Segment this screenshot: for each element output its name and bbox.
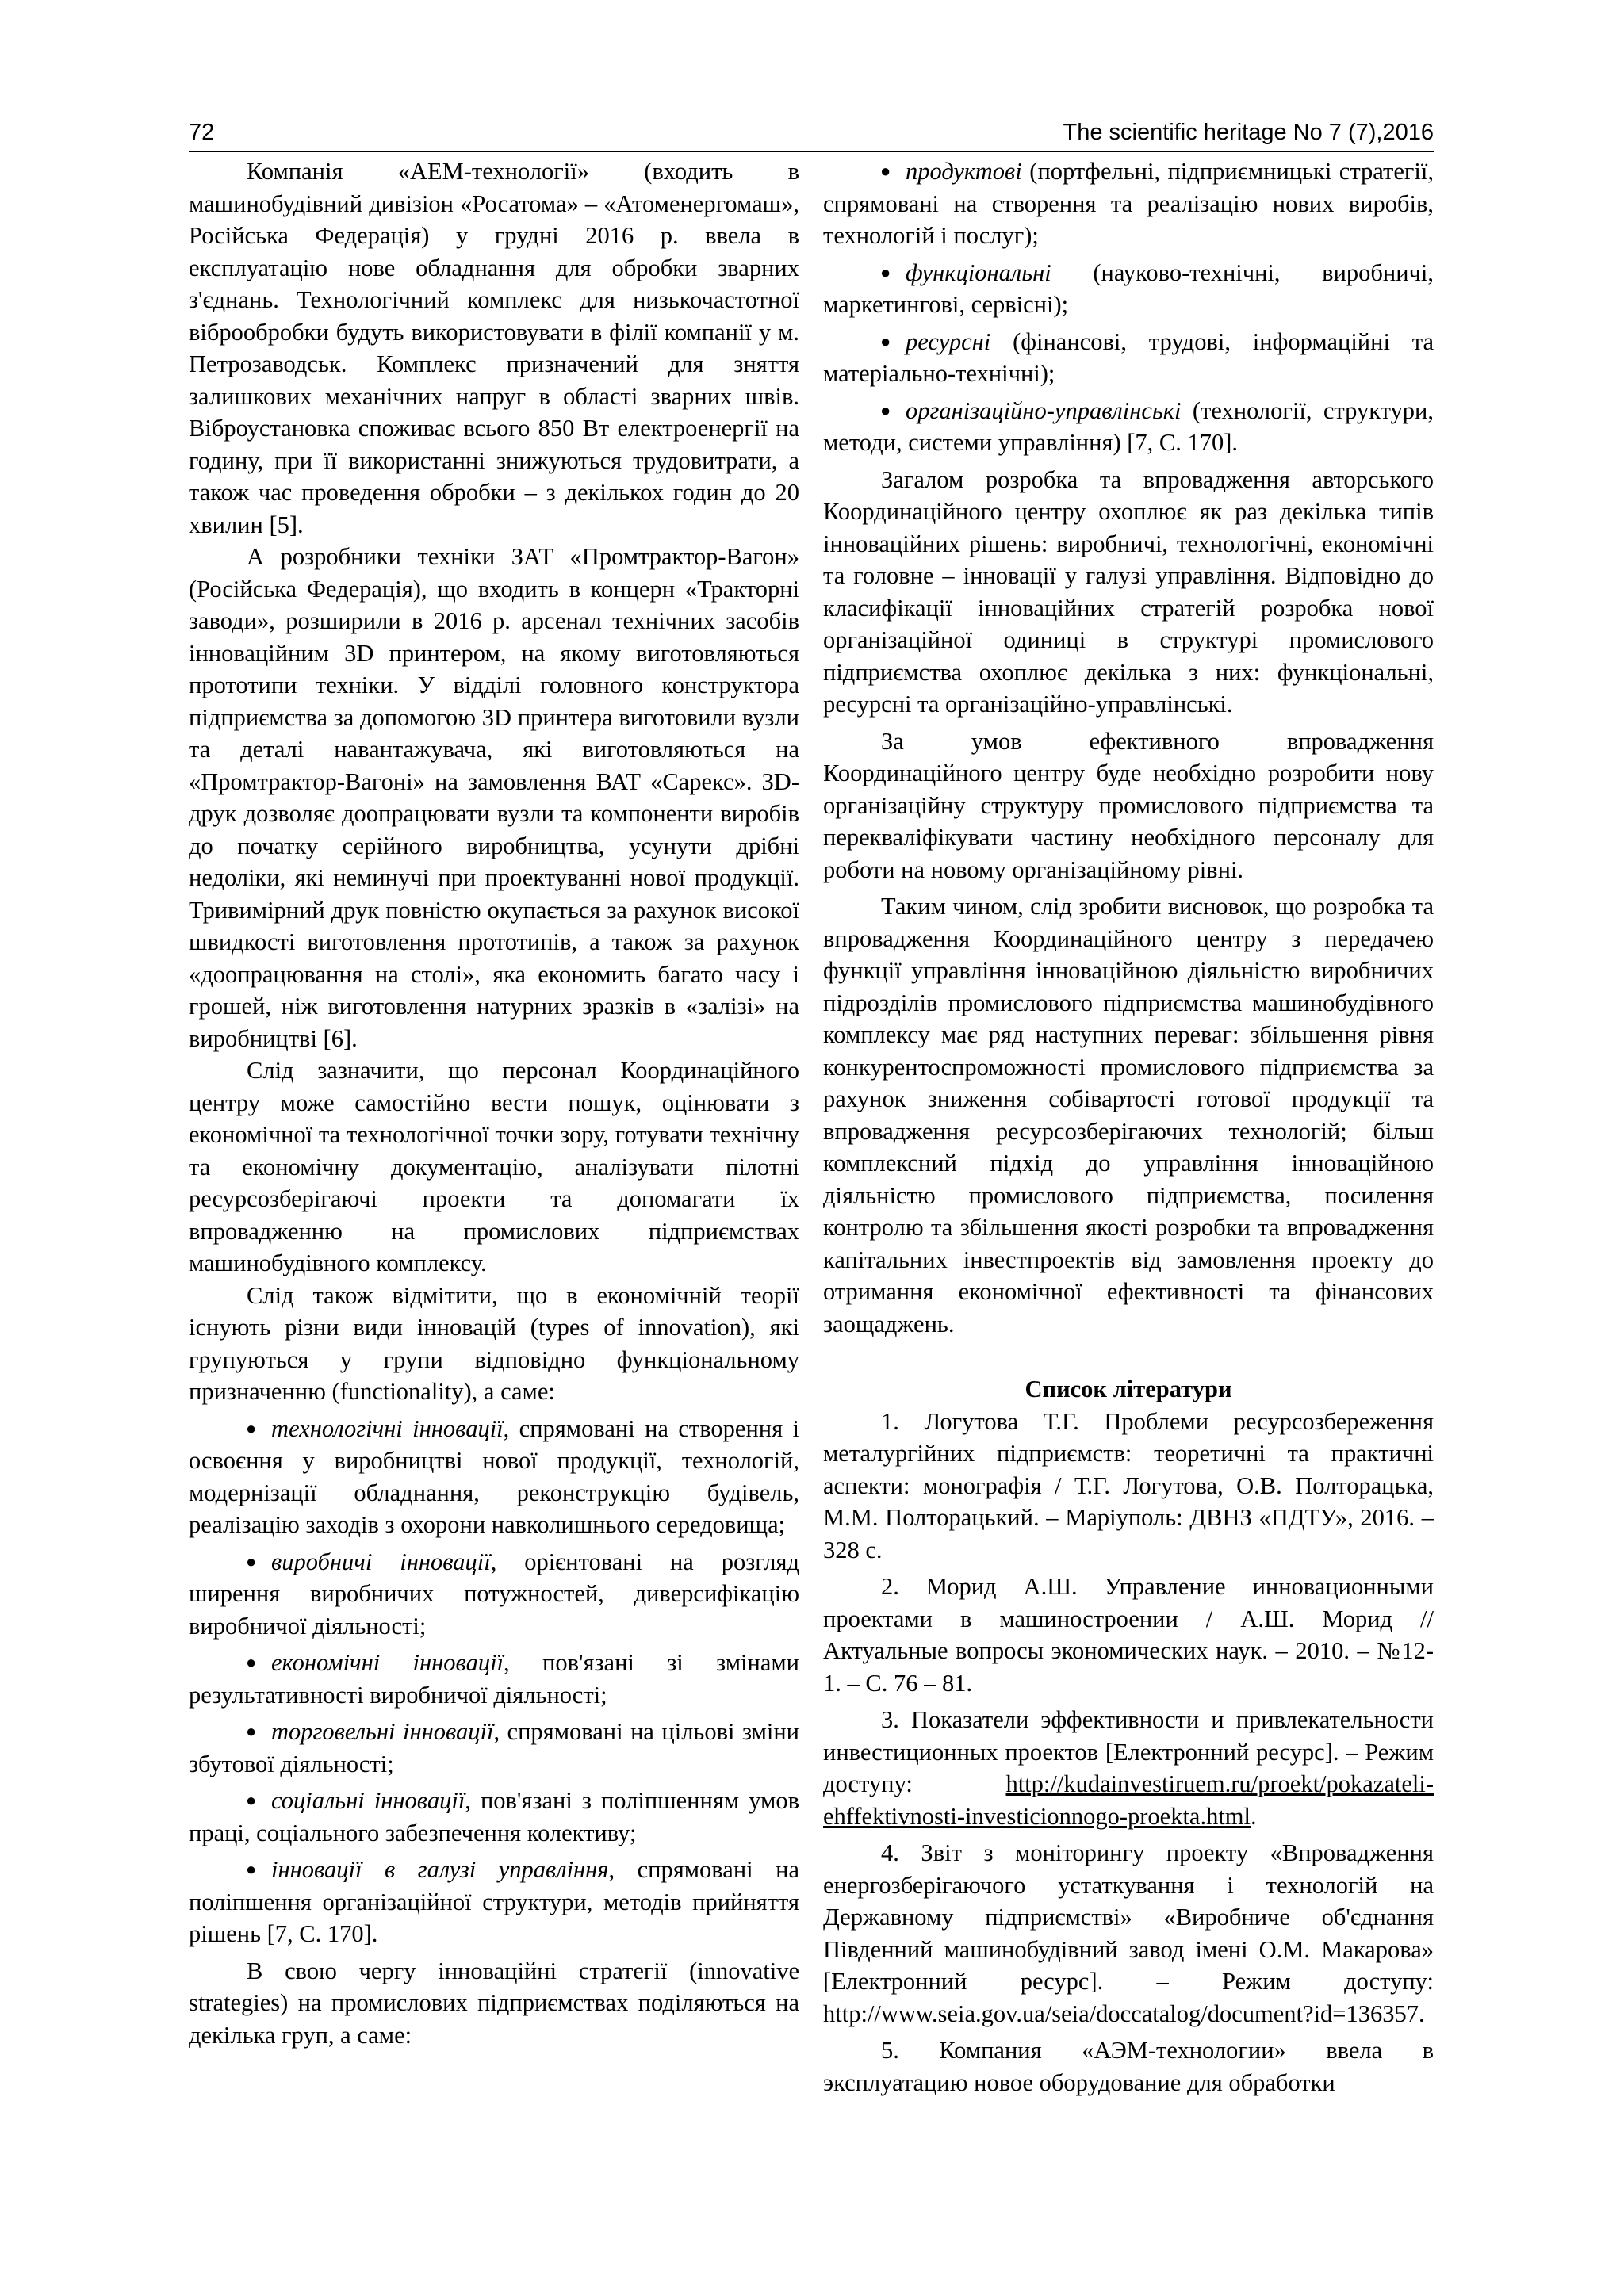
list-item: ● торговельні інновації, спрямовані на цільові зміни збутової діяльності; [189, 1716, 799, 1780]
bullet-icon: ● [880, 161, 891, 181]
paragraph-innovation-types: Слід також відмітити, що в економічній теорії існують різни види інновацій (types of innovation), які групуються у групи відповідно функціональному призначенню (functionality), а саме: [189, 1281, 799, 1405]
page-header [189, 111, 1434, 152]
list-item: ● виробничі інновації, орієнтовані на розгляд ширення виробничих потужностей, диверсифікацію виробничої діяльності; [189, 1546, 799, 1643]
list-item: ● технологічні інновації, спрямовані на створення і освоєння у виробництві нової продукції, технологій, модернізації обладнання, реконструкцію будівель, реалізацію заходів з охорони навколишнього середовища; [189, 1413, 799, 1541]
bullet-icon: ● [880, 262, 891, 282]
list-item: ● організаційно-управлінські (технології, структури, методи, системи управління) [7, С. 170]. [823, 395, 1434, 459]
right-column [823, 155, 1434, 2099]
paragraph-aem: Компанія «АЕМ-технології» (входить в машинобудівний дивізіон «Росатома» – «Атоменергомаш», Російська Федерація) у грудні 2016 р. ввела в експлуатацію нове обладнання для обробки зварних з'єднань. Технологічний комплекс для низькочастотної віброобробки будуть використовувати в філії компанії у м. Петрозаводськ. Комплекс призначений для зняття залишкових механічних напруг в області зварних швів. Віброустановка споживає всього 850 Вт електроенергії на годину, при її використанні знижуються трудовитрати, а також час проведення обробки – з декількох годин до 20 хвилин [5]. [189, 158, 799, 538]
bullet-icon: ● [246, 1652, 257, 1672]
paragraph-conclusion: Таким чином, слід зробити висновок, що розробка та впровадження Координаційного центру з передачею функції управління інноваційною діяльністю виробничих підрозділів промислового підприємства машинобудівного комплексу має ряд наступних переваг: збільшення рівня конкурентоспроможності промислового підприємства за рахунок зниження собівартості готової продукції та впровадження ресурсозберігаючих технологій; більш комплексний підхід до управління інноваційною діяльністю промислового підприємства, посилення контролю та збільшення якості розробки та впровадження капітальних інвестпроектів від замовлення проекту до отримання економічної ефективності та фінансових заощаджень. [823, 893, 1434, 1337]
bullet-icon: ● [246, 1721, 257, 1741]
left-column [189, 155, 799, 2051]
bullet-icon: ● [880, 331, 891, 351]
bullet-icon: ● [246, 1418, 257, 1438]
list-item: ● соціальні інновації, пов'язані з поліпшенням умов праці, соціального забезпечення колективу; [189, 1785, 799, 1849]
reference-item: 4. Звіт з моніторингу проекту «Впровадження енергозберігаючого устаткування і технологій на Державному підприємстві» «Виробниче об'єднання Південний машинобудівний завод імені О.М. Макарова» [Електронний ресурс]. – Режим доступу: http://www.seia.gov.ua/seia/doccatalog/document?id=136357. [823, 1839, 1434, 2027]
reference-item: 3. Показатели эффективности и привлекательности инвестиционных проектов [Електронний ресурс]. – Режим доступу: http://kudainvestiruem.ru/proekt/pokazateli-ehffektivnosti-investicionnogo-proekta.html. [823, 1706, 1434, 1830]
paragraph-innovative-strategies: В свою чергу інноваційні стратегії (innovative strategies) на промислових підприємствах поділяються на декілька груп, а саме: [189, 1957, 799, 2049]
paragraph-effective-implementation: За умов ефективного впровадження Координаційного центру буде необхідно розробити нову організаційну структуру промислового підприємства та перекваліфікувати частину необхідного персоналу для роботи на новому організаційному рівні. [823, 727, 1434, 883]
reference-link[interactable]: http://kudainvestiruem.ru/proekt/pokazateli-ehffektivnosti-investicionnogo-proekta.html [823, 1770, 1434, 1830]
bullet-icon: ● [246, 1859, 257, 1879]
list-item: ● функціональні (науково-технічні, виробничі, маркетингові, сервісні); [823, 257, 1434, 321]
list-item: ● економічні інновації, пов'язані зі змінами результативності виробничої діяльності; [189, 1647, 799, 1711]
bullet-icon: ● [246, 1551, 257, 1571]
reference-item: 5. Компания «АЭМ-технологии» ввела в эксплуатацию новое оборудование для обработки [823, 2037, 1434, 2096]
paragraph-coordination-center: Слід зазначити, що персонал Координаційного центру може самостійно вести пошук, оцінювати з економічної та технологічної точки зору, готувати технічну та економічну документацію, аналізувати пілотні ресурсозберігаючі проекти та допомагати їх впровадженню на промислових підприємствах машинобудівного комплексу. [189, 1057, 799, 1276]
bullet-icon: ● [246, 1790, 257, 1810]
page-number: 72 [189, 120, 215, 145]
strategy-types-list [823, 155, 1434, 459]
references-heading: Список літератури [1025, 1376, 1232, 1402]
innovation-types-list [189, 1413, 799, 1950]
paragraph-overall: Загалом розробка та впровадження авторського Координаційного центру охоплює як раз декілька типів інноваційних рішень: виробничі, технологічні, економічні та головне – інновації у галузі управління. Відповідно до класифікації інноваційних стратегій розробка нової організаційної одиниці в структурі промислового підприємства охоплює декілька з них: функціональні, ресурсні та організаційно-управлінські. [823, 465, 1434, 718]
reference-item: 1. Логутова Т.Г. Проблеми ресурсозбереження металургійних підприємств: теоретичні та практичні аспекти: монографія / Т.Г. Логутова, О.В. Полторацька, М.М. Полторацький. – Маріуполь: ДВНЗ «ПДТУ», 2016. – 328 с. [823, 1407, 1434, 1563]
list-item: ● продуктові (портфельні, підприємницькі стратегії, спрямовані на створення та реалізацію нових виробів, технологій і послуг); [823, 155, 1434, 252]
paragraph-promtraktor: А розробники техніки ЗАТ «Промтрактор-Вагон» (Російська Федерація), що входить в концерн «Тракторні заводи», розширили в 2016 р. арсенал технічних засобів інноваційним 3D принтером, на якому виготовляються прототипи техніки. У відділі головного конструктора підприємства за допомогою 3D принтера виготовили вузли та деталі навантажувача, які виготовляються на «Промтрактор-Вагоні» на замовлення ВАТ «Сарекс». 3D-друк дозволяє доопрацювати вузли та компоненти виробів до початку серійного виробництва, усунути дрібні недоліки, які неминучі при проектуванні нової продукції. Тривимірний друк повністю окупається за рахунок високої швидкості виготовлення прототипів, а також за рахунок «доопрацювання на столі», яка економить багато часу і грошей, ніж виготовлення натурних зразків в «залізі» на виробництві [6]. [189, 543, 799, 1052]
references-list [823, 1406, 1434, 2099]
list-item: ● ресурсні (фінансові, трудові, інформаційні та матеріально-технічні); [823, 326, 1434, 390]
list-item: ● інновації в галузі управління, спрямовані на поліпшення організаційної структури, методів прийняття рішень [7, С. 170]. [189, 1854, 799, 1950]
journal-title: The scientific heritage No 7 (7),2016 [1063, 120, 1434, 145]
bullet-icon: ● [880, 400, 891, 420]
reference-item: 2. Морид А.Ш. Управление инновационными проектами в машиностроении / А.Ш. Морид // Актуальные вопросы экономических наук. – 2010. – №12-1. – С. 76 – 81. [823, 1573, 1434, 1697]
